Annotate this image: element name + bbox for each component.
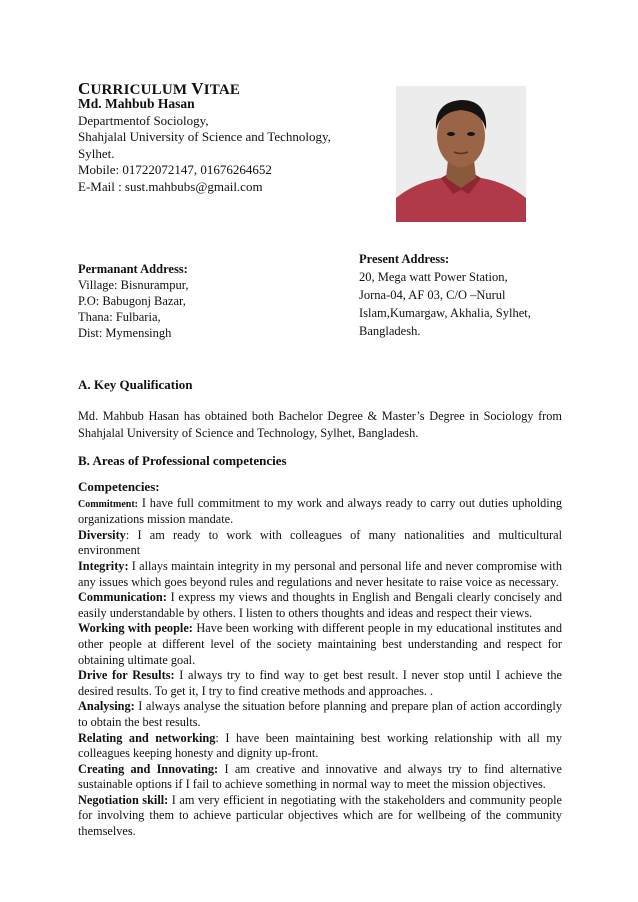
competency-label: Commitment: bbox=[78, 498, 138, 510]
permanent-address-line: Thana: Fulbaria, bbox=[78, 310, 161, 324]
present-address-line: Bangladesh. bbox=[359, 324, 421, 338]
competency-item bbox=[78, 496, 562, 528]
competency-item bbox=[78, 668, 562, 699]
competency-label: Negotiation skill: bbox=[78, 792, 169, 807]
competency-text: I am very efficient in negotiating with the stakeholders and community people for involving them to achieve particular objectives which are for wellbeing of the community themselves. bbox=[78, 792, 562, 839]
profile-photo bbox=[396, 86, 526, 222]
department: Departmentof Sociology, bbox=[78, 112, 209, 128]
competency-text: I have full commitment to my work and always ready to carry out duties upholding organizations mission mandate. bbox=[78, 495, 562, 527]
mobile: Mobile: 01722072147, 01676264652 bbox=[78, 162, 272, 177]
competency-item bbox=[78, 590, 562, 621]
contact-block bbox=[78, 96, 331, 195]
competency-label: Integrity: bbox=[78, 558, 129, 573]
portrait-image bbox=[396, 86, 526, 222]
title-initial-c: C bbox=[78, 79, 91, 98]
competency-item bbox=[78, 528, 562, 559]
university: Shahjalal University of Science and Technology, bbox=[78, 129, 331, 144]
present-address-line: Islam,Kumargaw, Akhalia, Sylhet, bbox=[359, 306, 531, 320]
candidate-name: Md. Mahbub Hasan bbox=[78, 96, 195, 111]
competency-text: I am creative and innovative and always try to find alternative sustainable options if I fail to achieve something in normal way to meet the mission objectives. bbox=[78, 761, 562, 792]
competency-label: Drive for Results: bbox=[78, 668, 175, 683]
permanent-address-line: P.O: Babugonj Bazar, bbox=[78, 294, 186, 308]
competency-label: Analysing: bbox=[78, 699, 135, 714]
city: Sylhet. bbox=[78, 145, 115, 161]
competency-label: Diversity bbox=[78, 527, 126, 542]
section-b-heading: B. Areas of Professional competencies bbox=[78, 453, 287, 468]
permanent-address-line: Village: Bisnurampur, bbox=[78, 278, 189, 292]
title-word-2: ITAE bbox=[203, 82, 241, 98]
competency-item bbox=[78, 621, 562, 668]
competencies-heading: Competencies: bbox=[78, 479, 160, 494]
competency-text: I allays maintain integrity in my personal and personal life and never compromise with any issues which goes beyond rules and regulations and never hesitate to raise voice as necessary. bbox=[78, 558, 562, 589]
competencies-block bbox=[78, 479, 562, 840]
email: E-Mail : sust.mahbubs@gmail.com bbox=[78, 178, 263, 194]
permanent-address bbox=[78, 261, 189, 341]
present-address-line: 20, Mega watt Power Station, bbox=[359, 270, 508, 284]
competency-label: Creating and Innovating: bbox=[78, 761, 219, 776]
competency-text: I express my views and thoughts in English and Bengali clearly concisely and easily understandable by others. I listen to others thoughts and ideas and respect their views. bbox=[78, 590, 562, 620]
permanent-address-line: Dist: Mymensingh bbox=[78, 326, 172, 340]
competency-text: : I have been maintaining best working relationship with all my colleagues keeping honesty and dignity up-front. bbox=[78, 730, 563, 761]
section-a-heading: A. Key Qualification bbox=[78, 377, 193, 392]
competency-item bbox=[78, 699, 562, 730]
key-qualification-text: Md. Mahbub Hasan has obtained both Bachelor Degree & Master’s Degree in Sociology from Shahjalal University of Science and Technology, Sylhet, Bangladesh. bbox=[78, 409, 562, 440]
title-initial-v: V bbox=[191, 79, 204, 98]
competency-label: Relating and networking bbox=[78, 730, 216, 745]
competency-text: : I am ready to work with colleagues of many nationalities and multicultural environment bbox=[78, 527, 562, 558]
competency-text: I always try to find way to get best result. I never stop until I achieve the desired results. To get it, I try to find creative methods and approaches. . bbox=[78, 668, 562, 698]
present-address-line: Jorna-04, AF 03, C/O –Nurul bbox=[359, 288, 506, 302]
competency-item bbox=[78, 731, 562, 762]
title-word-1: URRICULUM bbox=[90, 82, 192, 98]
competency-text: Have been working with different people in my educational institutes and other people at different level of the society maintaining best understanding and respect for obtaining ultimate goal. bbox=[78, 621, 562, 667]
competency-text: I always analyse the situation before planning and prepare plan of action accordingly to obtain the best results. bbox=[78, 699, 562, 729]
competency-label: Communication: bbox=[78, 590, 167, 605]
competency-label: Working with people: bbox=[78, 621, 193, 636]
competency-item bbox=[78, 559, 562, 590]
present-address-heading: Present Address: bbox=[359, 252, 450, 266]
permanent-address-heading: Permanant Address: bbox=[78, 262, 188, 276]
competency-item bbox=[78, 793, 562, 840]
competency-item bbox=[78, 762, 562, 793]
present-address bbox=[359, 250, 549, 340]
